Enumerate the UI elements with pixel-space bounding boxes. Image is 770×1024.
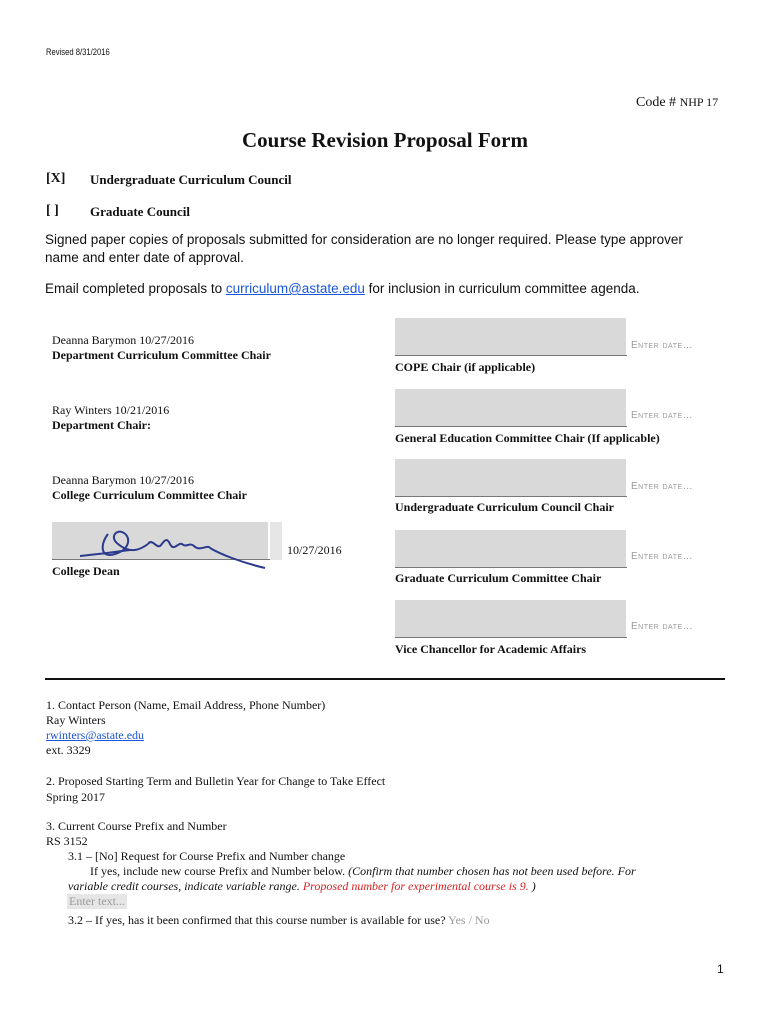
prefix-change-note-line1 — [90, 864, 636, 879]
intro-line-1: Signed paper copies of proposals submitted for consideration are no longer required. Please type approver — [45, 232, 683, 247]
signature-field[interactable] — [395, 530, 626, 568]
experimental-note: Proposed number for experimental course is 9. — [302, 879, 529, 893]
section-divider — [45, 678, 725, 680]
section-contact — [46, 698, 325, 758]
section-course-prefix — [46, 819, 227, 849]
curriculum-email-link[interactable]: curriculum@astate.edu — [225, 281, 365, 296]
code-label: Code # — [636, 95, 677, 110]
new-prefix-input[interactable]: Enter text... — [69, 894, 125, 908]
dean-signature-field-edge — [270, 522, 282, 560]
approver-role: Graduate Curriculum Committee Chair — [395, 571, 602, 585]
approver-role: Department Curriculum Committee Chair — [52, 348, 271, 362]
signature-field[interactable] — [395, 459, 626, 497]
dean-date: 10/27/2016 — [287, 543, 342, 557]
course-prefix-value: RS 3152 — [46, 834, 88, 848]
dean-role: College Dean — [52, 564, 120, 578]
approver-name-date: Ray Winters 10/21/2016 — [52, 403, 170, 417]
council-mark-undergrad[interactable]: [X] — [46, 171, 66, 186]
college-curriculum-approver — [52, 473, 247, 503]
contact-email-link[interactable]: rwinters@astate.edu — [46, 728, 145, 742]
question-text: 3.2 – If yes, has it been confirmed that this course number is available for use? — [68, 913, 446, 927]
note-end: ) — [528, 879, 536, 893]
section-heading: 3. Current Course Prefix and Number — [46, 819, 227, 833]
note-text: If yes, include new course Prefix and Number below. — [90, 864, 349, 878]
date-input[interactable]: Enter date… — [631, 621, 694, 632]
council-label-grad: Graduate Council — [90, 204, 191, 219]
yes-no-selector[interactable]: Yes / No — [448, 913, 490, 927]
approver-role: Vice Chancellor for Academic Affairs — [395, 642, 587, 656]
signature-line — [395, 567, 627, 568]
council-label-undergrad: Undergraduate Curriculum Council — [90, 172, 292, 187]
intro-text — [45, 231, 735, 267]
signature-line — [395, 355, 627, 356]
signature-field[interactable] — [395, 600, 626, 638]
date-input[interactable]: Enter date… — [631, 551, 694, 562]
date-input[interactable]: Enter date… — [631, 340, 694, 351]
email-suffix: for inclusion in curriculum committee agenda. — [364, 281, 640, 296]
code-field — [636, 95, 718, 111]
dept-chair-approver — [52, 403, 169, 433]
signature-field[interactable] — [395, 389, 626, 427]
email-prefix: Email completed proposals to — [45, 281, 226, 296]
approver-role: College Curriculum Committee Chair — [52, 488, 247, 502]
form-title: Course Revision Proposal Form — [241, 128, 528, 152]
signature-line — [395, 496, 627, 497]
intro-line-2: name and enter date of approval. — [45, 250, 244, 265]
prefix-change-note-line2 — [68, 879, 536, 894]
number-available-question — [68, 913, 490, 928]
dept-curriculum-approver — [52, 333, 271, 363]
signature-line — [395, 637, 627, 638]
approver-role: Undergraduate Curriculum Council Chair — [395, 500, 614, 514]
code-value: NHP 17 — [679, 95, 719, 109]
date-input[interactable]: Enter date… — [631, 481, 694, 492]
section-heading: 1. Contact Person (Name, Email Address, Phone Number) — [46, 698, 326, 712]
note-italic: variable credit courses, indicate variable range. — [68, 879, 303, 893]
prefix-change-request: 3.1 – [No] Request for Course Prefix and Number change — [68, 849, 346, 863]
date-input[interactable]: Enter date… — [631, 410, 694, 421]
approver-role: COPE Chair (if applicable) — [395, 360, 536, 374]
approver-name-date: Deanna Barymon 10/27/2016 — [52, 333, 194, 347]
section-heading: 2. Proposed Starting Term and Bulletin Year for Change to Take Effect — [46, 774, 386, 788]
section-start-term — [46, 773, 385, 805]
revised-date: Revised 8/31/2016 — [46, 47, 110, 57]
approver-role: General Education Committee Chair (If applicable) — [395, 431, 660, 445]
council-mark-grad[interactable]: [ ] — [46, 203, 59, 218]
page-number: 1 — [717, 962, 724, 976]
email-instruction — [45, 281, 639, 296]
note-italic: (Confirm that number chosen has not been used before. For — [348, 864, 636, 878]
contact-phone: ext. 3329 — [46, 743, 91, 757]
start-term-value: Spring 2017 — [46, 790, 106, 804]
signature-line — [395, 426, 627, 427]
contact-name: Ray Winters — [46, 713, 106, 727]
approver-name-date: Deanna Barymon 10/27/2016 — [52, 473, 194, 487]
approver-role: Department Chair: — [52, 418, 151, 432]
signature-field[interactable] — [395, 318, 626, 356]
